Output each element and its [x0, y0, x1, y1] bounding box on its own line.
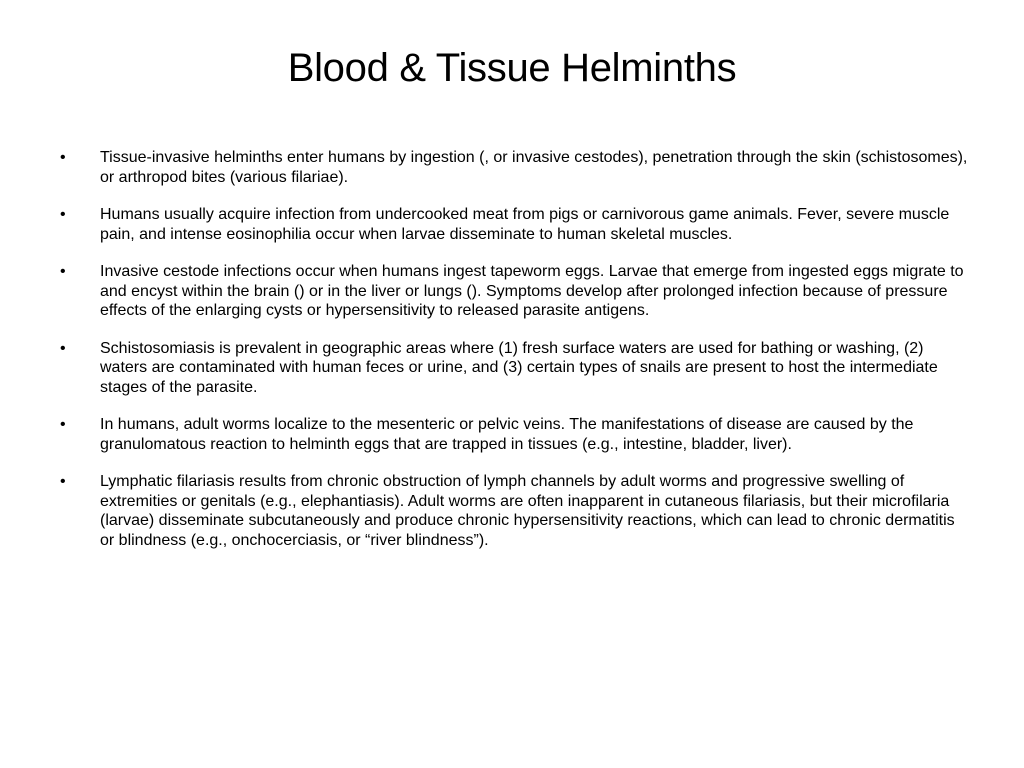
bullet-text: Invasive cestode infections occur when humans ingest tapeworm eggs. Larvae that emerge from ingested eggs migrate to and encyst within the brain () or in the liver or lungs (). Symptoms develop after prolonged infection because of pressure effects of the enlarging cysts or hypersensitivity to released parasite antigens. — [100, 263, 964, 319]
bullet-item — [60, 472, 970, 550]
bullet-text: Schistosomiasis is prevalent in geographic areas where (1) fresh surface waters are used for bathing or washing, (2) waters are contaminated with human feces or urine, and (3) certain types of snails are present to host the intermediate stages of the parasite. — [100, 339, 938, 396]
bullet-icon: • — [60, 206, 66, 223]
bullet-text: Lymphatic filariasis results from chronic obstruction of lymph channels by adult worms and progressive swelling of extremities or genitals (e.g., elephantiasis). Adult worms are often inapparent in cutaneous filariasis, but their microfilaria (larvae) disseminate subcutaneously and produce chronic hypersensitivity reactions, which can lead to chronic dermatitis or blindness (e.g., onchocerciasis, or “river blindness”). — [100, 473, 955, 549]
bullet-item — [60, 205, 970, 244]
bullet-item — [60, 339, 970, 398]
bullet-text: Tissue-invasive helminths enter humans by ingestion (, or invasive cestodes), penetration through the skin (schistosomes), or arthropod bites (various filariae). — [100, 149, 968, 186]
bullet-icon: • — [60, 416, 66, 433]
bullet-list — [60, 148, 970, 568]
bullet-icon: • — [60, 263, 66, 280]
bullet-text: Humans usually acquire infection from undercooked meat from pigs or carnivorous game animals. Fever, severe muscle pain, and intense eosinophilia occur when larvae disseminate to human skeletal muscles. — [100, 206, 950, 243]
bullet-item — [60, 262, 970, 321]
bullet-icon: • — [60, 339, 66, 357]
bullet-item — [60, 415, 970, 454]
bullet-item — [60, 148, 970, 187]
slide-title: Blood & Tissue Helminths — [287, 46, 737, 90]
bullet-icon: • — [60, 149, 66, 166]
bullet-icon: • — [60, 473, 66, 490]
bullet-text: In humans, adult worms localize to the mesenteric or pelvic veins. The manifestations of disease are caused by the granulomatous reaction to helminth eggs that are trapped in tissues (e.g., intestine, bladder, liver). — [100, 416, 914, 453]
